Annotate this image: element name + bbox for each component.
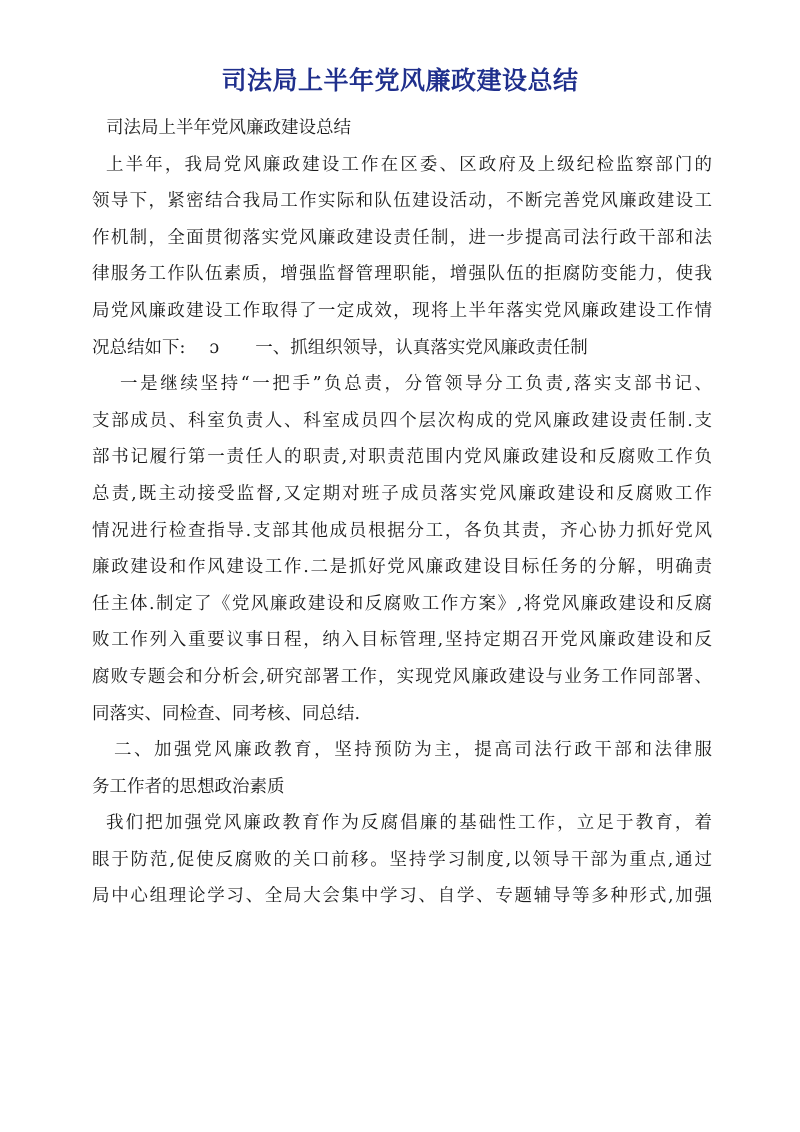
paragraph-1-line: 上半年，我局党风廉政建设工作在区委、区政府及上级纪检监察部门的 <box>106 154 712 175</box>
section-heading-2: 二、加强党风廉政教育，坚持预防为主，提高司法行政干部和法律服 <box>114 740 712 761</box>
paragraph-2-line: 败工作列入重要议事日程，纳入目标管理,坚持定期召开党风廉政建设和反 <box>92 630 712 651</box>
paragraph-2-line: 廉政建设和作风建设工作.二是抓好党风廉政建设目标任务的分解，明确责 <box>92 557 712 578</box>
paragraph-1-line: 局党风廉政建设工作取得了一定成效，现将上半年落实党风廉政建设工作情 <box>92 300 712 321</box>
paragraph-2-line: 情况进行检查指导.支部其他成员根据分工，各负其责，齐心协力抓好党风 <box>92 520 712 541</box>
document-subtitle: 司法局上半年党风廉政建设总结 <box>106 118 351 138</box>
paragraph-1-last-line <box>92 330 712 367</box>
paragraph-2-line: 总责,既主动接受监督,又定期对班子成员落实党风廉政建设和反腐败工作 <box>92 483 712 504</box>
paragraph-2-line: 支部成员、科室负责人、科室成员四个层次构成的党风廉政建设责任制.支 <box>92 410 712 431</box>
document-title: 司法局上半年党风廉政建设总结 <box>221 66 579 95</box>
section-heading-2-continued: 务工作者的思想政治素质 <box>92 776 285 797</box>
paragraph-2-line: 腐败专题会和分析会,研究部署工作，实现党风廉政建设与业务工作同部署、 <box>92 666 712 687</box>
paragraph-2-line: 部书记履行第一责任人的职责,对职责范围内党风廉政建设和反腐败工作负 <box>92 447 712 468</box>
section-heading-1: 一、抓组织领导，认真落实党风廉政责任制 <box>255 337 588 358</box>
paragraph-1-line: 律服务工作队伍素质，增强监督管理职能，增强队伍的拒腐防变能力，使我 <box>92 264 712 285</box>
paragraph-1-line: 领导下，紧密结合我局工作实际和队伍建设活动，不断完善党风廉政建设工 <box>92 191 712 212</box>
document-body <box>92 110 712 915</box>
stray-mark: ɔ <box>209 337 220 358</box>
paragraph-3-line: 眼于防范,促使反腐败的关口前移。坚持学习制度,以领导干部为重点,通过 <box>92 849 712 870</box>
paragraph-3-line: 我们把加强党风廉政教育作为反腐倡廉的基础性工作，立足于教育，着 <box>106 813 712 834</box>
paragraph-1-closing-text: 况总结如下: <box>92 337 186 358</box>
paragraph-2-line: 一是继续坚持“一把手”负总责，分管领导分工负责,落实支部书记、 <box>120 374 712 395</box>
paragraph-2-last-line: 同落实、同检查、同考核、同总结. <box>92 703 361 724</box>
paragraph-3-line: 局中心组理论学习、全局大会集中学习、自学、专题辅导等多种形式,加强 <box>92 886 712 907</box>
paragraph-1-line: 作机制，全面贯彻落实党风廉政建设责任制，进一步提高司法行政干部和法 <box>92 227 712 248</box>
paragraph-2-line: 任主体.制定了《党风廉政建设和反腐败工作方案》,将党风廉政建设和反腐 <box>92 593 712 614</box>
